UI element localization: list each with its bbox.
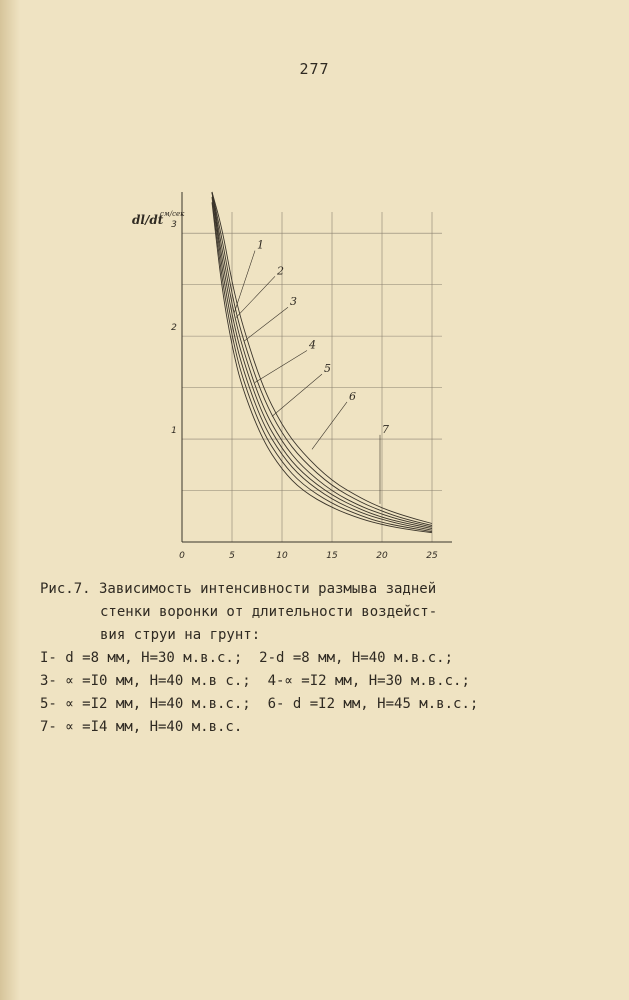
curve-label-leader (255, 350, 307, 382)
curve-label-leader (234, 251, 255, 314)
curve-label: 3 (290, 295, 297, 309)
curve-label-leader (272, 374, 322, 416)
x-tick-label: 10 (276, 551, 288, 561)
page-number: 277 (299, 60, 330, 78)
x-tick-label: 15 (326, 551, 338, 561)
curve-label: 7 (382, 422, 389, 436)
caption-line-1: Рис.7. Зависимость интенсивности размыва задней (40, 581, 437, 597)
y-axis-label: dl/dt (132, 213, 164, 227)
curve-label: 6 (349, 389, 356, 403)
chart-svg (120, 180, 460, 570)
x-tick-label: 0 (179, 551, 185, 561)
legend-entry-7: 7- ∝ =I4 мм, H=40 м.в.с. (40, 719, 243, 735)
legend-entry-5: 5- ∝ =I2 мм, H=40 м.в.с.; (40, 696, 251, 712)
x-tick-label: 20 (376, 551, 388, 561)
caption-line-2: стенки воронки от длительности воздейст- (100, 604, 438, 620)
y-axis-unit: см/сек (160, 210, 185, 218)
page-edge-shadow (0, 0, 20, 1000)
legend-row (40, 647, 600, 670)
caption-line-3: вия струи на грунт: (100, 627, 261, 643)
x-tick-label: 5 (229, 551, 235, 561)
series-line-3 (212, 192, 432, 530)
legend-entry-2: 2-d =8 мм, H=40 м.в.с.; (259, 650, 454, 666)
y-tick-label: 2 (171, 323, 177, 334)
series-line-7 (212, 192, 432, 524)
legend-entry-1: I- d =8 мм, H=30 м.в.с.; (40, 650, 243, 666)
legend-row (40, 716, 600, 739)
series-line-6 (212, 192, 432, 526)
y-tick-label: 3 (171, 220, 177, 231)
curve-label: 5 (324, 362, 331, 376)
legend-entry-3: 3- ∝ =I0 мм, H=40 м.в с.; (40, 673, 251, 689)
series-line-4 (212, 192, 432, 529)
figure-caption (40, 578, 600, 739)
y-tick-label: 1 (171, 426, 177, 437)
curve-label: 2 (277, 264, 284, 278)
legend-entry-6: 6- d =I2 мм, H=45 м.в.с.; (267, 696, 479, 712)
chart-area (120, 180, 460, 570)
curve-label: 4 (309, 338, 316, 352)
curve-label: 1 (257, 238, 264, 252)
curve-label-leader (312, 402, 347, 449)
legend-entry-4: 4-∝ =I2 мм, H=30 м.в.с.; (267, 673, 470, 689)
x-tick-label: 25 (426, 551, 438, 561)
curve-label-leader (236, 276, 275, 317)
legend-row (40, 693, 600, 716)
legend-row (40, 670, 600, 693)
